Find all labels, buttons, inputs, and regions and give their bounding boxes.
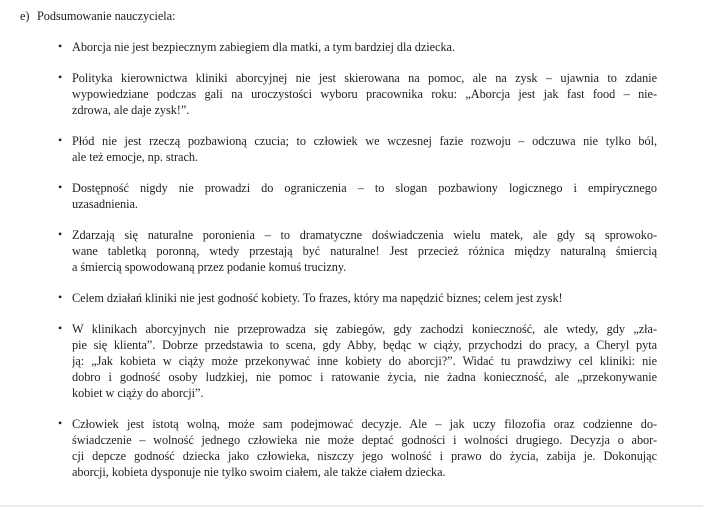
- bullet-list: [0, 39, 703, 480]
- page-edge-rule: [0, 505, 703, 507]
- bullet-text-line: W klinikach aborcyjnych nie przeprowadza się zabiegów, gdy zachodzi konieczność, ale wtedy, gdy „zła-: [72, 322, 657, 336]
- bullet-icon: •: [58, 321, 63, 335]
- bullet-text-line: Celem działań kliniki nie jest godność kobiety. To frazes, który ma napędzić biznes; celem jest zysk!: [72, 291, 563, 305]
- list-item: [0, 321, 703, 401]
- bullet-text-line: uzasadnienia.: [72, 197, 138, 211]
- bullet-text-line: a śmiercią spowodowaną przez podanie komuś trucizny.: [72, 260, 347, 274]
- list-item: [0, 227, 703, 275]
- bullet-text-line: wypowiedziane podczas gali na uroczystości wyboru pracownika roku: „Aborcja jest jak fast food – nie-: [72, 87, 657, 101]
- bullet-icon: •: [58, 133, 63, 147]
- bullet-text-line: ją: „Jak kobieta w ciąży może przekonywać inne kobiety do aborcji?”. Widać tu prawdziwy cel kliniki: nie: [72, 354, 657, 368]
- list-item: [0, 180, 703, 212]
- bullet-icon: •: [58, 416, 63, 430]
- bullet-text-line: Zdarzają się naturalne poronienia – to dramatyczne doświadczenia wielu matek, ale gdy są sprowoko-: [72, 228, 657, 242]
- list-item: [0, 290, 703, 306]
- list-item: [0, 70, 703, 118]
- bullet-text-line: cji depcze godność dziecka jako człowieka, niszczy jego wolność i prawo do życia, zabija je. Dokonując: [72, 449, 657, 463]
- list-item: [0, 416, 703, 480]
- section-heading: [0, 8, 703, 24]
- section-marker: e): [20, 9, 30, 23]
- bullet-text-line: aborcji, kobieta dysponuje nie tylko swoim ciałem, ale także ciałem dziecka.: [72, 465, 446, 479]
- bullet-text-line: Płód nie jest rzeczą pozbawioną czucia; to człowiek we wczesnej fazie rozwoju – odczuwa nie tylko ból,: [72, 134, 657, 148]
- bullet-icon: •: [58, 290, 63, 304]
- bullet-icon: •: [58, 70, 63, 84]
- bullet-text-line: dobro i godność osoby ludzkiej, nie pomoc i ratowanie życia, nie żadna konieczność, ale „przekonywanie: [72, 370, 657, 384]
- bullet-text-line: świadczenie – wolność jednego człowieka nie może deptać godności i wolności drugiego. Decyzja o abor-: [72, 433, 657, 447]
- bullet-text-line: kobiet w ciąży do aborcji”.: [72, 386, 204, 400]
- bullet-text-line: Polityka kierownictwa kliniki aborcyjnej nie jest skierowana na pomoc, ale na zysk – ujawnia to zdanie: [72, 71, 657, 85]
- list-item: [0, 133, 703, 165]
- bullet-text-line: wane tabletką poronną, wtedy przestają być naturalne! Jest przecież różnica między naturalną śmiercią: [72, 244, 657, 258]
- bullet-icon: •: [58, 39, 63, 53]
- bullet-icon: •: [58, 227, 63, 241]
- bullet-text-line: zdrowa, ale daje zysk!”.: [72, 103, 190, 117]
- page-content: [0, 8, 703, 495]
- bullet-text-line: pie się klienta”. Dobrze przedstawia to scena, gdy Abby, będąc w ciąży, przychodzi do pracy, a Cheryl pyta: [72, 338, 657, 352]
- bullet-text-line: Człowiek jest istotą wolną, może sam podejmować decyzje. Ale – jak uczy filozofia oraz codzienne do-: [72, 417, 657, 431]
- bullet-text-line: Aborcja nie jest bezpiecznym zabiegiem dla matki, a tym bardziej dla dziecka.: [72, 40, 455, 54]
- bullet-icon: •: [58, 180, 63, 194]
- bullet-text-line: Dostępność nigdy nie prowadzi do ograniczenia – to slogan pozbawiony logicznego i empirycznego: [72, 181, 657, 195]
- section-heading-text: Podsumowanie nauczyciela:: [37, 9, 176, 23]
- bullet-text-line: ale też emocje, np. strach.: [72, 150, 198, 164]
- list-item: [0, 39, 703, 55]
